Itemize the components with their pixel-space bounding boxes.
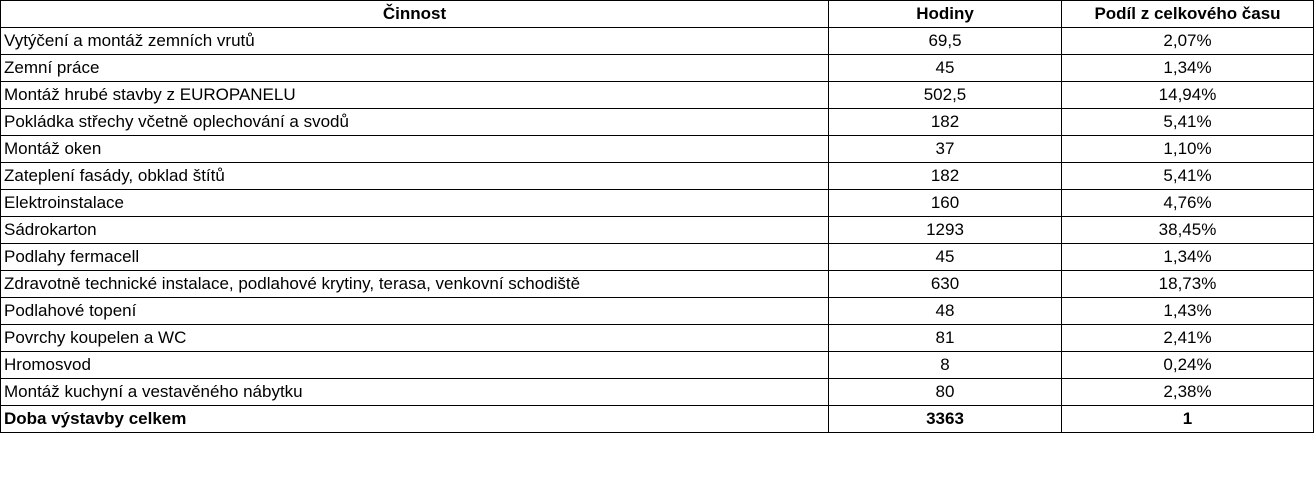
table-row bbox=[1, 325, 1314, 352]
header-activity: Činnost bbox=[1, 1, 829, 28]
hours-cell: 1293 bbox=[829, 217, 1062, 244]
header-hours: Hodiny bbox=[829, 1, 1062, 28]
activity-cell: Elektroinstalace bbox=[1, 190, 829, 217]
activity-cell: Zemní práce bbox=[1, 55, 829, 82]
share-cell: 1,34% bbox=[1062, 55, 1314, 82]
total-label: Doba výstavby celkem bbox=[1, 406, 829, 433]
hours-cell: 81 bbox=[829, 325, 1062, 352]
hours-cell: 8 bbox=[829, 352, 1062, 379]
total-row bbox=[1, 406, 1314, 433]
activity-cell: Zdravotně technické instalace, podlahové krytiny, terasa, venkovní schodiště bbox=[1, 271, 829, 298]
table-row bbox=[1, 379, 1314, 406]
share-cell: 5,41% bbox=[1062, 163, 1314, 190]
table-row bbox=[1, 217, 1314, 244]
table-row bbox=[1, 109, 1314, 136]
activity-cell: Podlahy fermacell bbox=[1, 244, 829, 271]
table-row bbox=[1, 136, 1314, 163]
share-cell: 18,73% bbox=[1062, 271, 1314, 298]
table-row bbox=[1, 298, 1314, 325]
hours-cell: 48 bbox=[829, 298, 1062, 325]
activity-cell: Sádrokarton bbox=[1, 217, 829, 244]
table-row bbox=[1, 28, 1314, 55]
hours-cell: 69,5 bbox=[829, 28, 1062, 55]
share-cell: 1,34% bbox=[1062, 244, 1314, 271]
activity-cell: Montáž kuchyní a vestavěného nábytku bbox=[1, 379, 829, 406]
activity-cell: Montáž hrubé stavby z EUROPANELU bbox=[1, 82, 829, 109]
table-row bbox=[1, 190, 1314, 217]
share-cell: 0,24% bbox=[1062, 352, 1314, 379]
table-row bbox=[1, 163, 1314, 190]
hours-cell: 37 bbox=[829, 136, 1062, 163]
activity-cell: Pokládka střechy včetně oplechování a svodů bbox=[1, 109, 829, 136]
activity-cell: Vytýčení a montáž zemních vrutů bbox=[1, 28, 829, 55]
share-cell: 14,94% bbox=[1062, 82, 1314, 109]
share-cell: 1,43% bbox=[1062, 298, 1314, 325]
share-cell: 2,41% bbox=[1062, 325, 1314, 352]
hours-cell: 182 bbox=[829, 163, 1062, 190]
hours-cell: 630 bbox=[829, 271, 1062, 298]
hours-cell: 182 bbox=[829, 109, 1062, 136]
table-row bbox=[1, 55, 1314, 82]
hours-cell: 45 bbox=[829, 55, 1062, 82]
hours-cell: 45 bbox=[829, 244, 1062, 271]
table-row bbox=[1, 244, 1314, 271]
table-row bbox=[1, 352, 1314, 379]
total-hours: 3363 bbox=[829, 406, 1062, 433]
activity-cell: Podlahové topení bbox=[1, 298, 829, 325]
activity-cell: Povrchy koupelen a WC bbox=[1, 325, 829, 352]
activity-cell: Zateplení fasády, obklad štítů bbox=[1, 163, 829, 190]
total-share: 1 bbox=[1062, 406, 1314, 433]
activity-cell: Hromosvod bbox=[1, 352, 829, 379]
header-share: Podíl z celkového času bbox=[1062, 1, 1314, 28]
share-cell: 38,45% bbox=[1062, 217, 1314, 244]
header-row bbox=[1, 1, 1314, 28]
table-row bbox=[1, 82, 1314, 109]
hours-cell: 160 bbox=[829, 190, 1062, 217]
activity-cell: Montáž oken bbox=[1, 136, 829, 163]
table-row bbox=[1, 271, 1314, 298]
share-cell: 2,38% bbox=[1062, 379, 1314, 406]
share-cell: 1,10% bbox=[1062, 136, 1314, 163]
hours-cell: 80 bbox=[829, 379, 1062, 406]
share-cell: 5,41% bbox=[1062, 109, 1314, 136]
share-cell: 2,07% bbox=[1062, 28, 1314, 55]
hours-cell: 502,5 bbox=[829, 82, 1062, 109]
share-cell: 4,76% bbox=[1062, 190, 1314, 217]
